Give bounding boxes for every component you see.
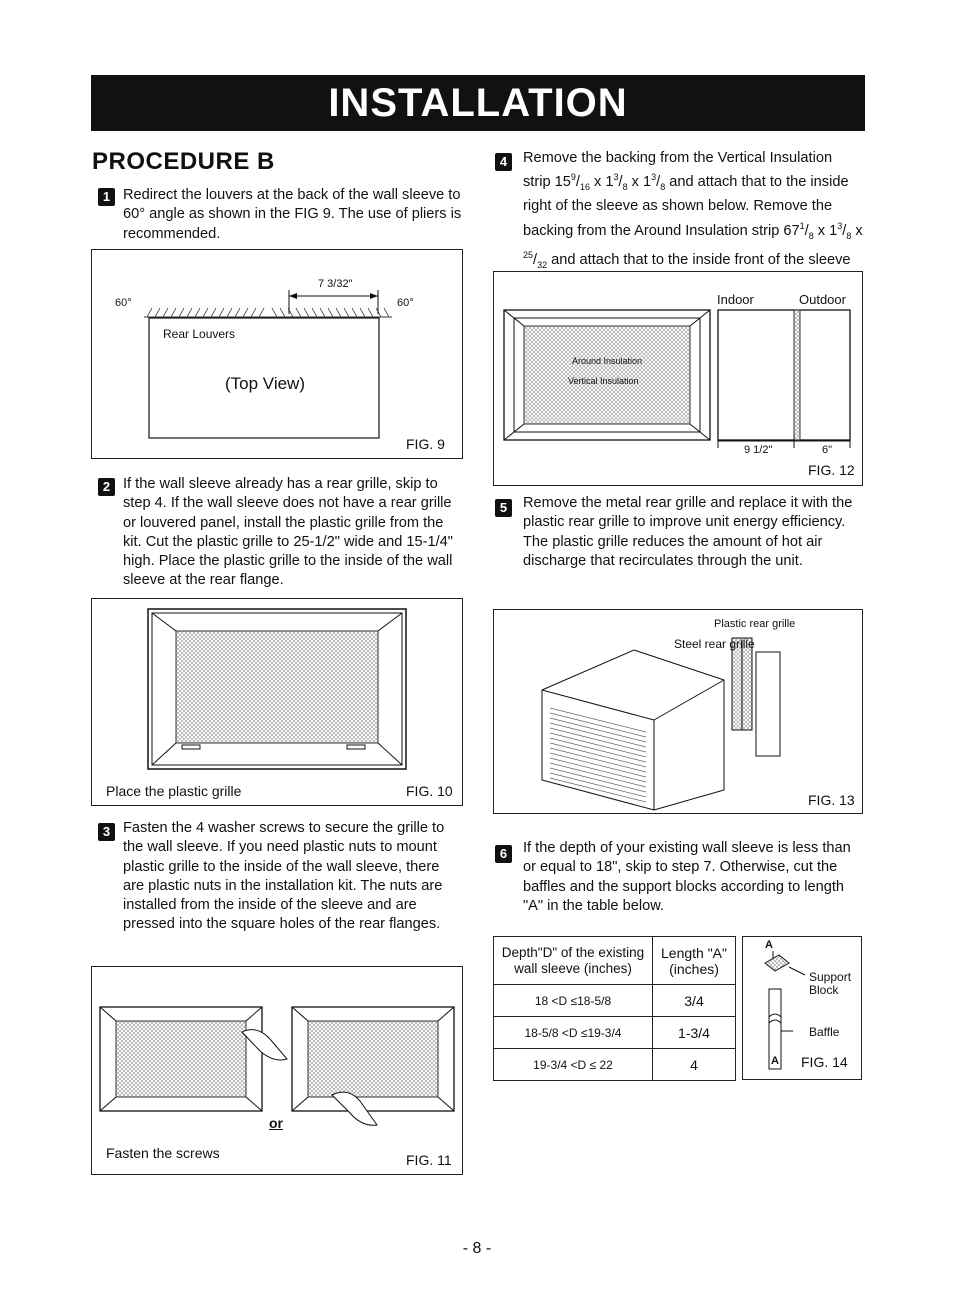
fig13-label: FIG. 13 [808, 792, 855, 808]
table-cell-length: 4 [653, 1049, 736, 1081]
figure-9 [91, 249, 463, 459]
fig14-label: FIG. 14 [801, 1054, 848, 1070]
step-5-text: Remove the metal rear grille and replace it with the plastic rear grille to improve unit energy efficiency. The plastic grille reduces the amount of hot air discharge that recirculates through the unit. [523, 495, 853, 569]
step-badge-4: 4 [495, 153, 512, 171]
fig9-view: (Top View) [225, 374, 305, 393]
figure-14 [742, 936, 862, 1080]
step-badge-3: 3 [98, 823, 115, 841]
procedure-title: PROCEDURE B [92, 148, 275, 175]
table-row [494, 1049, 736, 1081]
step-badge-2: 2 [98, 478, 115, 496]
fig10-caption: Place the plastic grille [106, 783, 242, 799]
step-badge-1: 1 [98, 188, 115, 206]
fig14-baffle: Baffle [809, 1025, 840, 1039]
fig12-indoor: Indoor [717, 292, 754, 307]
step-6-text: If the depth of your existing wall sleeve is less than or equal to 18", skip to step 7. Otherwise, cut the baffles and the support blocks according to length "A" in the table below. [523, 840, 851, 914]
fig9-angle-right: 60° [397, 297, 414, 309]
fig13-steel-grille: Steel rear grille [674, 637, 755, 651]
table-row [494, 1017, 736, 1049]
table-header-length: Length "A" (inches) [653, 937, 736, 985]
fig12-vertical-insulation: Vertical Insulation [568, 376, 639, 386]
figure-13 [493, 609, 863, 814]
fig12-dim2: 6" [822, 444, 833, 456]
table-cell-length: 1-3/4 [653, 1017, 736, 1049]
fig13-plastic-grille: Plastic rear grille [714, 618, 796, 630]
fig9-rear-louvers: Rear Louvers [163, 327, 236, 341]
fig9-angle-left: 60° [115, 297, 132, 309]
fig12-around-insulation: Around Insulation [572, 356, 643, 366]
table-cell-depth: 19-3/4 <D ≤ 22 [494, 1049, 653, 1081]
fig12-label: FIG. 12 [808, 462, 855, 478]
figure-11-drawing [92, 967, 462, 1174]
figure-12 [493, 271, 863, 486]
table-row [494, 985, 736, 1017]
figure-9-drawing [92, 250, 462, 458]
step-4-text: Remove the backing from the Vertical Insulation strip $15^9/_{16}$ x $1^3/_8$ x $1^3/_8$ and attach that to the inside right of the sleeve as shown below. Remove the backing from the Around Insulation strip $67^1/_8$ x $1^3/_8$ x $^{25}/_{32}$ and attach that to the inside front of the sleeve [523, 150, 863, 270]
fig10-label: FIG. 10 [406, 783, 453, 799]
fig9-dimension: 7 3/32" [318, 278, 353, 290]
step-badge-5: 5 [495, 499, 512, 517]
figure-11 [91, 966, 463, 1175]
section-banner: INSTALLATION [91, 75, 865, 131]
table-header-row [494, 937, 736, 985]
fig11-label: FIG. 11 [406, 1152, 452, 1168]
step-3-text: Fasten the 4 washer screws to secure the grille to the wall sleeve. If you need plastic nuts to mount plastic grille to the inside of the wall sleeve, there are plastic nuts in the installation kit. The nuts are installed from the inside of the sleeve and are pressed into the square holes of the rear flanges. [123, 820, 445, 933]
step-1-text: Redirect the louvers at the back of the wall sleeve to 60° angle as shown in the FIG 9. The use of pliers is recommended. [123, 187, 462, 242]
step-2-text: If the wall sleeve already has a rear grille, skip to step 4. If the wall sleeve does not have a rear grille or louvered panel, install the plastic grille from the kit. Cut the plastic grille to 25-1/2" wide and 15-1/4" high. Place the plastic grille to the inside of the wall sleeve at the rear flange. [123, 476, 453, 589]
table-cell-depth: 18-5/8 <D ≤19-3/4 [494, 1017, 653, 1049]
length-table [493, 936, 736, 1081]
fig14-a-top: A [765, 939, 773, 951]
fig12-outdoor: Outdoor [799, 292, 846, 307]
fig11-caption: Fasten the screws [106, 1145, 220, 1161]
figure-10 [91, 598, 463, 806]
fig11-or: or [269, 1115, 283, 1131]
table-header-depth: Depth"D" of the existing wall sleeve (inches) [494, 937, 653, 985]
fig12-dim1: 9 1/2" [744, 444, 773, 456]
fig9-label: FIG. 9 [406, 436, 445, 452]
fig14-a-bottom: A [771, 1055, 779, 1067]
figure-10-drawing [92, 599, 462, 805]
step-badge-6: 6 [495, 845, 512, 863]
table-cell-depth: 18 <D ≤18-5/8 [494, 985, 653, 1017]
page-number: - 8 - [462, 1240, 492, 1257]
table-cell-length: 3/4 [653, 985, 736, 1017]
fig14-support: Support Block [809, 970, 852, 997]
